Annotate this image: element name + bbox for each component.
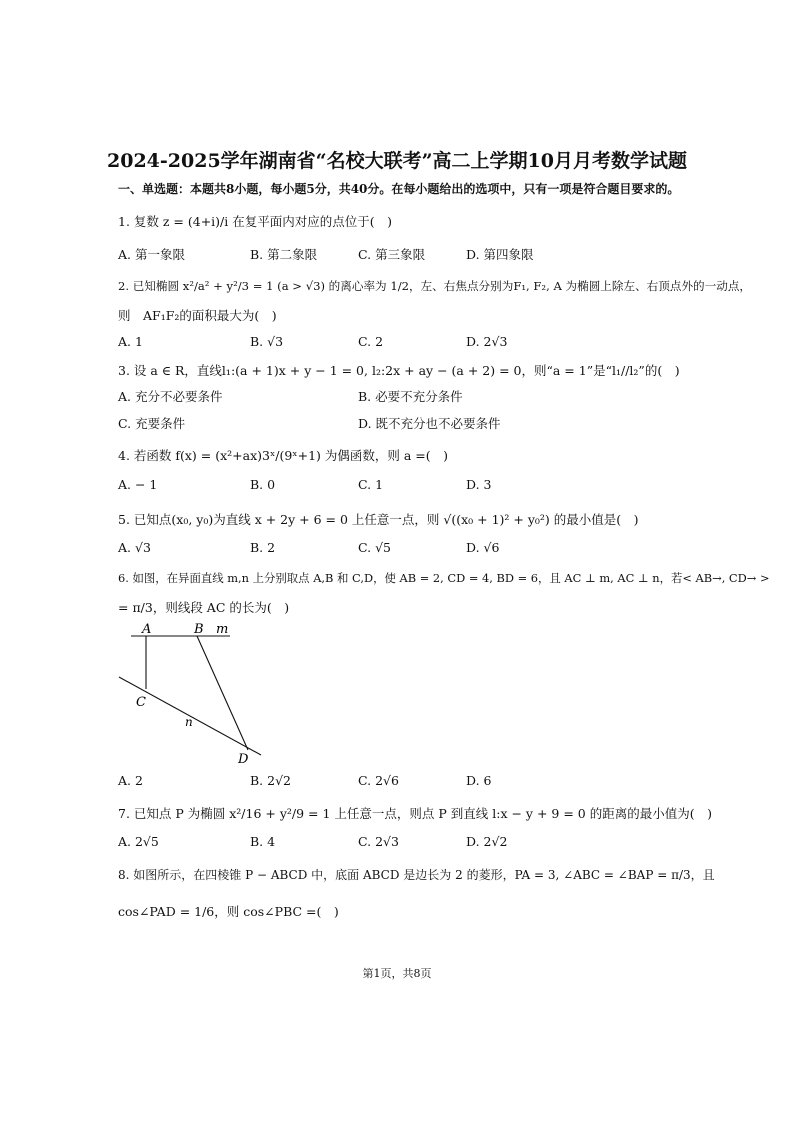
option-6d: D. 6 bbox=[466, 773, 492, 788]
question-5: 5. 已知点(x₀, y₀)为直线 x + 2y + 6 = 0 上任意一点，则 √((x₀ + 1)² + y₀²) 的最小值是( ) bbox=[118, 512, 639, 527]
option-1a: A. 第一象限 bbox=[118, 247, 185, 262]
question-4: 4. 若函数 f(x) = (x²+ax)3ˣ/(9ˣ+1) 为偶函数，则 a =( ) bbox=[118, 448, 449, 463]
label-a: A bbox=[142, 622, 152, 637]
option-1b: B. 第二象限 bbox=[250, 247, 318, 262]
question-3: 3. 设 a ∈ R，直线l₁:(a + 1)x + y − 1 = 0, l₂:2x + ay − (a + 2) = 0，则“a = 1”是“l₁//l₂”的( ) bbox=[118, 363, 680, 378]
label-b: B bbox=[194, 622, 204, 637]
option-1d: D. 第四象限 bbox=[466, 247, 534, 262]
option-3c: C. 充要条件 bbox=[118, 416, 186, 431]
option-6b: B. 2√2 bbox=[250, 773, 292, 788]
option-2a: A. 1 bbox=[118, 334, 143, 349]
option-4b: B. 0 bbox=[250, 477, 276, 492]
label-m: m bbox=[216, 622, 229, 637]
option-3d: D. 既不充分也不必要条件 bbox=[358, 416, 501, 431]
option-4a: A. − 1 bbox=[118, 477, 158, 492]
option-2c: C. 2 bbox=[358, 334, 384, 349]
option-5a: A. √3 bbox=[118, 540, 151, 555]
segment-bd bbox=[197, 636, 248, 750]
page-footer: 第1页，共8页 bbox=[362, 967, 432, 980]
question-6-line2: = π/3，则线段 AC 的长为( ) bbox=[118, 600, 290, 615]
option-5b: B. 2 bbox=[250, 540, 276, 555]
option-1c: C. 第三象限 bbox=[358, 247, 426, 262]
question-6: 6. 如图，在异面直线 m,n 上分别取点 A,B 和 C,D，使 AB = 2, CD = 4, BD = 6，且 AC ⊥ m, AC ⊥ n，若< AB→, CD→ > bbox=[118, 571, 770, 585]
option-7a: A. 2√5 bbox=[118, 834, 159, 849]
option-5d: D. √6 bbox=[466, 540, 500, 555]
option-3a: A. 充分不必要条件 bbox=[118, 389, 223, 404]
label-d: D bbox=[238, 752, 249, 767]
option-2d: D. 2√3 bbox=[466, 334, 508, 349]
option-7c: C. 2√3 bbox=[358, 834, 399, 849]
option-6a: A. 2 bbox=[118, 773, 143, 788]
option-4d: D. 3 bbox=[466, 477, 492, 492]
option-6c: C. 2√6 bbox=[358, 773, 399, 788]
option-4c: C. 1 bbox=[358, 477, 384, 492]
option-5c: C. √5 bbox=[358, 540, 391, 555]
section-heading: 一、单选题：本题共8小题，每小题5分，共40分。在每小题给出的选项中，只有一项是符合题目要求的。 bbox=[118, 182, 680, 196]
question-2: 2. 已知椭圆 x²/a² + y²/3 = 1 (a > √3) 的离心率为 1/2，左、右焦点分别为F₁, F₂, A 为椭圆上除左、右顶点外的一动点， bbox=[118, 279, 752, 293]
label-c: C bbox=[136, 695, 146, 710]
option-3b: B. 必要不充分条件 bbox=[358, 389, 463, 404]
question-8-line2: cos∠PAD = 1/6，则 cos∠PBC =( ) bbox=[118, 904, 339, 919]
question-7: 7. 已知点 P 为椭圆 x²/16 + y²/9 = 1 上任意一点，则点 P 到直线 l:x − y + 9 = 0 的距离的最小值为( ) bbox=[118, 806, 712, 821]
question-1: 1. 复数 z = (4+i)/i 在复平面内对应的点位于( ) bbox=[118, 214, 392, 229]
page-title: 2024-2025学年湖南省“名校大联考”高二上学期10月月考数学试题 bbox=[107, 150, 687, 172]
question-8: 8. 如图所示，在四棱锥 P − ABCD 中，底面 ABCD 是边长为 2 的菱形，PA = 3, ∠ABC = ∠BAP = π/3，且 bbox=[118, 868, 715, 882]
question-2-line2: 则 AF₁F₂的面积最大为( ) bbox=[118, 308, 277, 323]
skew-lines-figure bbox=[115, 618, 275, 768]
option-2b: B. √3 bbox=[250, 334, 284, 349]
option-7b: B. 4 bbox=[250, 834, 276, 849]
label-n: n bbox=[185, 715, 193, 729]
option-7d: D. 2√2 bbox=[466, 834, 508, 849]
